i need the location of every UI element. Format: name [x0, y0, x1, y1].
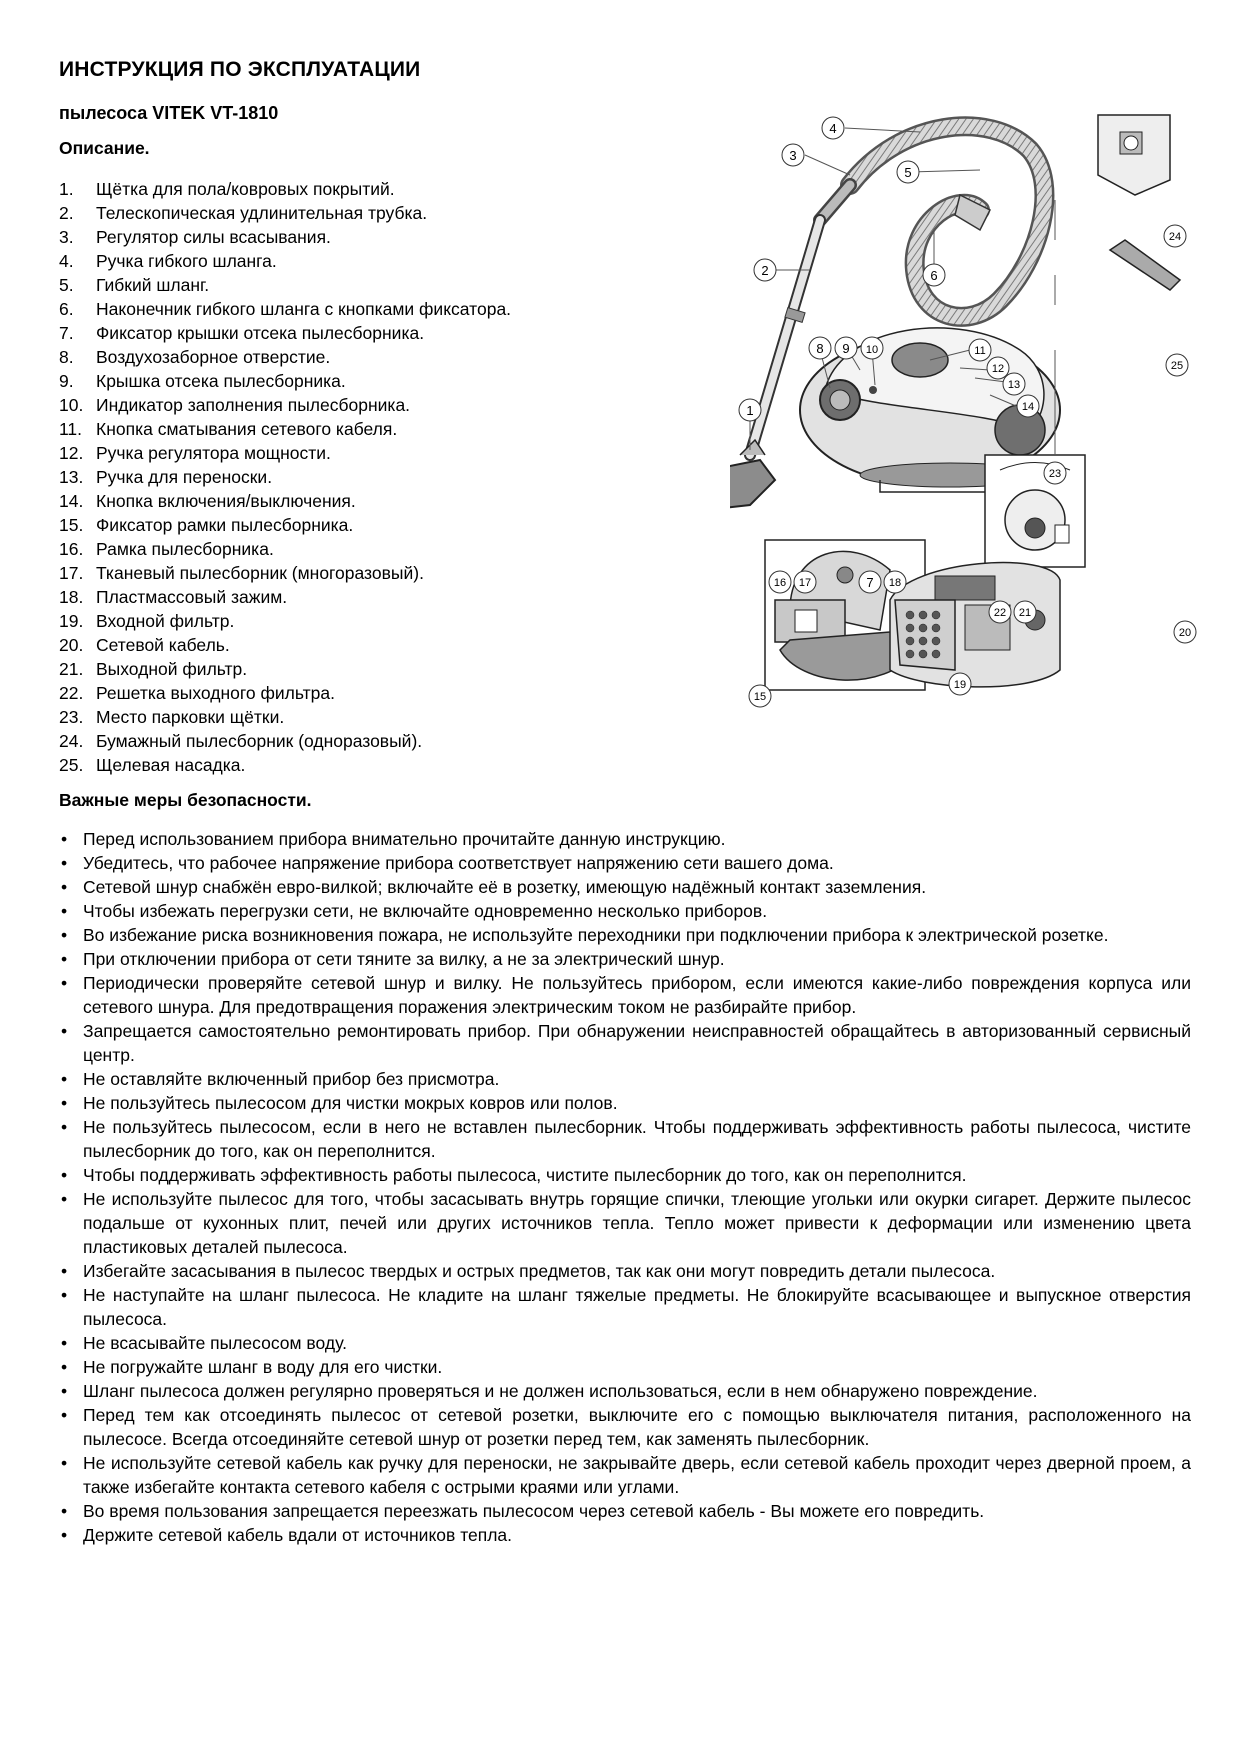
safety-rule	[59, 1091, 1191, 1115]
safety-rule	[59, 1283, 1191, 1331]
safety-rule	[59, 1499, 1191, 1523]
part-list-item	[59, 273, 759, 297]
bullet-marker: •	[61, 853, 68, 873]
safety-rule-text: Держите сетевой кабель вдали от источников тепла.	[83, 1525, 513, 1545]
part-number: 25.	[59, 755, 84, 775]
callout-number: 12	[991, 363, 1005, 375]
bullet-marker: •	[61, 1333, 68, 1353]
part-number: 2.	[59, 203, 74, 223]
callout-18	[884, 571, 906, 593]
callout-3	[782, 144, 804, 166]
safety-rule	[59, 851, 1191, 875]
callout-number: 3	[789, 148, 797, 163]
callout-number: 6	[930, 268, 938, 283]
part-label: Кнопка сматывания сетевого кабеля.	[96, 419, 398, 439]
safety-rule-text: Чтобы избежать перегрузки сети, не включайте одновременно несколько приборов.	[83, 901, 768, 921]
safety-rule	[59, 947, 1191, 971]
part-list-item	[59, 513, 759, 537]
bullet-marker: •	[61, 1189, 68, 1209]
bullet-marker: •	[61, 925, 68, 945]
part-number: 20.	[59, 635, 84, 655]
safety-rule-text: Чтобы поддерживать эффективность работы пылесоса, чистите пылесборник до того, как он переполнится.	[83, 1165, 967, 1185]
part-number: 16.	[59, 539, 84, 559]
part-list-item	[59, 393, 759, 417]
safety-rule	[59, 923, 1191, 947]
callout-number: 18	[888, 577, 902, 589]
part-list-item	[59, 489, 759, 513]
callout-number: 19	[953, 679, 967, 691]
part-label: Входной фильтр.	[96, 611, 235, 631]
part-number: 17.	[59, 563, 84, 583]
part-label: Щётка для пола/ковровых покрытий.	[96, 179, 395, 199]
bullet-marker: •	[61, 901, 68, 921]
description-heading: Описание.	[59, 138, 150, 158]
callout-number: 17	[798, 577, 812, 589]
part-list-item	[59, 681, 759, 705]
part-list-item	[59, 441, 759, 465]
bullet-marker: •	[61, 1285, 68, 1305]
part-number: 24.	[59, 731, 84, 751]
part-list-item	[59, 369, 759, 393]
bullet-marker: •	[61, 829, 68, 849]
callout-5	[897, 161, 919, 183]
safety-rule	[59, 1163, 1191, 1187]
bullet-marker: •	[61, 1165, 68, 1185]
part-list-item	[59, 753, 759, 777]
callout-number: 15	[753, 691, 767, 703]
callout-number: 16	[773, 577, 787, 589]
callout-14	[1017, 395, 1039, 417]
part-label: Телескопическая удлинительная трубка.	[96, 203, 428, 223]
callout-number: 25	[1170, 360, 1184, 372]
callout-10	[861, 337, 883, 359]
safety-rule-text: Избегайте засасывания в пылесос твердых и острых предметов, так как они могут повредить детали пылесоса.	[83, 1261, 996, 1281]
callout-7	[859, 571, 881, 593]
bullet-marker: •	[61, 1525, 68, 1545]
safety-rule	[59, 1403, 1191, 1451]
part-list-item	[59, 417, 759, 441]
part-list-item	[59, 609, 759, 633]
safety-rule-text: Не используйте пылесос для того, чтобы засасывать внутрь горящие спички, тлеющие угольки или окурки сигарет. Держите пылесос подальше от кухонных плит, печей или других источников тепла. Тепло может привести к деформации или изменению цвета пластиковых деталей пылесоса.	[83, 1189, 1191, 1257]
safety-rule-text: Перед тем как отсоединять пылесос от сетевой розетки, выключите его с помощью выключателя питания, расположенного на пылесосе. Всегда отсоединяйте сетевой шнур от розетки перед тем, как заменять пылесборник.	[83, 1405, 1191, 1449]
part-label: Пластмассовый зажим.	[96, 587, 288, 607]
callout-11	[969, 339, 991, 361]
safety-rule	[59, 1115, 1191, 1163]
callout-13	[1003, 373, 1025, 395]
document-title: ИНСТРУКЦИЯ ПО ЭКСПЛУАТАЦИИ	[59, 58, 421, 81]
callout-24	[1164, 225, 1186, 247]
safety-rule-text: Во избежание риска возникновения пожара, не используйте переходники при подключении прибора к электрической розетке.	[83, 925, 1109, 945]
part-number: 9.	[59, 371, 74, 391]
callout-number: 24	[1168, 231, 1182, 243]
callout-number: 4	[829, 121, 837, 136]
bullet-marker: •	[61, 1501, 68, 1521]
safety-rule-text: При отключении прибора от сети тяните за вилку, а не за электрический шнур.	[83, 949, 725, 969]
bullet-marker: •	[61, 1357, 68, 1377]
safety-rule-text: Перед использованием прибора внимательно прочитайте данную инструкцию.	[83, 829, 726, 849]
rear-filter-detail	[890, 563, 1060, 687]
safety-rule-text: Не используйте сетевой кабель как ручку для переноски, не закрывайте дверь, если сетевой кабель проходит через дверной проем, а также избегайте контакта сетевого кабеля с острыми краями или углами.	[83, 1453, 1191, 1497]
part-number: 22.	[59, 683, 84, 703]
callout-6	[923, 264, 945, 286]
crevice-tool-illustration	[1110, 240, 1180, 290]
part-number: 21.	[59, 659, 84, 679]
callout-number: 5	[904, 165, 912, 180]
part-label: Решетка выходного фильтра.	[96, 683, 335, 703]
safety-rule	[59, 827, 1191, 851]
callout-25	[1166, 354, 1188, 376]
safety-rule	[59, 899, 1191, 923]
safety-rule	[59, 1259, 1191, 1283]
brush-illustration	[730, 460, 775, 510]
safety-rule-text: Во время пользования запрещается переезжать пылесосом через сетевой кабель - Вы можете его повредить.	[83, 1501, 985, 1521]
callout-20	[1174, 621, 1196, 643]
callout-number: 20	[1178, 627, 1192, 639]
part-label: Выходной фильтр.	[96, 659, 248, 679]
bullet-marker: •	[61, 1405, 68, 1425]
safety-rule	[59, 1379, 1191, 1403]
safety-rule	[59, 1187, 1191, 1259]
part-label: Фиксатор крышки отсека пылесборника.	[96, 323, 425, 343]
part-number: 18.	[59, 587, 84, 607]
part-label: Воздухозаборное отверстие.	[96, 347, 331, 367]
safety-rule-text: Не пользуйтесь пылесосом для чистки мокрых ковров или полов.	[83, 1093, 618, 1113]
part-number: 15.	[59, 515, 84, 535]
part-number: 6.	[59, 299, 74, 319]
part-number: 10.	[59, 395, 84, 415]
bullet-marker: •	[61, 877, 68, 897]
part-label: Рамка пылесборника.	[96, 539, 274, 559]
callout-number: 1	[746, 403, 754, 418]
callout-number: 2	[761, 263, 769, 278]
callout-21	[1014, 601, 1036, 623]
brush-parking-detail	[985, 455, 1085, 567]
part-list-item	[59, 561, 759, 585]
safety-rule-text: Сетевой шнур снабжён евро-вилкой; включайте её в розетку, имеющую надёжный контакт заземления.	[83, 877, 927, 897]
part-list-item	[59, 537, 759, 561]
part-list-item	[59, 657, 759, 681]
part-list-item	[59, 321, 759, 345]
callout-number: 23	[1048, 468, 1062, 480]
callout-number: 21	[1018, 607, 1032, 619]
parts-list	[59, 177, 759, 777]
part-number: 11.	[59, 419, 83, 439]
part-number: 3.	[59, 227, 74, 247]
part-label: Ручка для переноски.	[96, 467, 273, 487]
safety-rule-text: Запрещается самостоятельно ремонтировать прибор. При обнаружении неисправностей обращайтесь в авторизованный сервисный центр.	[83, 1021, 1191, 1065]
part-list-item	[59, 177, 759, 201]
bullet-marker: •	[61, 1453, 68, 1473]
callout-9	[835, 337, 857, 359]
safety-rule	[59, 1451, 1191, 1499]
callout-number: 13	[1007, 379, 1021, 391]
bullet-marker: •	[61, 1093, 68, 1113]
part-label: Щелевая насадка.	[96, 755, 246, 775]
part-label: Сетевой кабель.	[96, 635, 230, 655]
part-number: 13.	[59, 467, 84, 487]
callout-22	[989, 601, 1011, 623]
bullet-marker: •	[61, 1261, 68, 1281]
safety-rule-text: Не всасывайте пылесосом воду.	[83, 1333, 347, 1353]
safety-rule-text: Шланг пылесоса должен регулярно проверяться и не должен использоваться, если в нем обнаружено повреждение.	[83, 1381, 1038, 1401]
part-label: Бумажный пылесборник (одноразовый).	[96, 731, 423, 751]
part-list-item	[59, 345, 759, 369]
safety-rule	[59, 1523, 1191, 1547]
bullet-marker: •	[61, 1381, 68, 1401]
part-list-item	[59, 465, 759, 489]
safety-rule	[59, 1019, 1191, 1067]
part-number: 14.	[59, 491, 84, 511]
callout-12	[987, 357, 1009, 379]
part-list-item	[59, 705, 759, 729]
safety-rule	[59, 1331, 1191, 1355]
part-label: Гибкий шланг.	[96, 275, 210, 295]
callout-16	[769, 571, 791, 593]
callout-17	[794, 571, 816, 593]
safety-rule-text: Не погружайте шланг в воду для его чистки.	[83, 1357, 443, 1377]
callout-number: 7	[866, 575, 874, 590]
callout-2	[754, 259, 776, 281]
bullet-marker: •	[61, 1069, 68, 1089]
part-number: 12.	[59, 443, 84, 463]
bullet-marker: •	[61, 1117, 68, 1137]
part-label: Кнопка включения/выключения.	[96, 491, 356, 511]
safety-rule-text: Не наступайте на шланг пылесоса. Не кладите на шланг тяжелые предметы. Не блокируйте всасывающее и выпускное отверстия пылесоса.	[83, 1285, 1191, 1329]
part-list-item	[59, 585, 759, 609]
part-label: Крышка отсека пылесборника.	[96, 371, 346, 391]
safety-rule-text: Не пользуйтесь пылесосом, если в него не вставлен пылесборник. Чтобы поддерживать эффективность работы пылесоса, чистите пылесборник до того, как он переполнится.	[83, 1117, 1191, 1161]
callout-number: 11	[974, 345, 986, 357]
callout-1	[739, 399, 761, 421]
vacuum-diagram	[730, 110, 1210, 780]
document-subtitle: пылесоса VITEK VT-1810	[59, 103, 279, 123]
safety-rules-list	[59, 827, 1191, 1547]
callout-number: 14	[1021, 401, 1035, 413]
part-list-item	[59, 729, 759, 753]
safety-rule	[59, 1067, 1191, 1091]
callout-23	[1044, 462, 1066, 484]
part-list-item	[59, 201, 759, 225]
part-list-item	[59, 225, 759, 249]
bullet-marker: •	[61, 1021, 68, 1041]
part-label: Ручка регулятора мощности.	[96, 443, 331, 463]
part-number: 7.	[59, 323, 74, 343]
safety-rule-text: Периодически проверяйте сетевой шнур и вилку. Не пользуйтесь прибором, если имеются какие-либо повреждения корпуса или сетевого шнура. Для предотвращения поражения электрическим током не разбирайте прибор.	[83, 973, 1191, 1017]
callout-number: 9	[842, 341, 850, 356]
callout-number: 10	[865, 344, 879, 356]
safety-rule	[59, 971, 1191, 1019]
safety-heading: Важные меры безопасности.	[59, 790, 312, 810]
callout-8	[809, 337, 831, 359]
part-number: 1.	[59, 179, 74, 199]
part-label: Тканевый пылесборник (многоразовый).	[96, 563, 424, 583]
part-number: 5.	[59, 275, 74, 295]
part-number: 4.	[59, 251, 74, 271]
safety-rule	[59, 1355, 1191, 1379]
callout-number: 8	[816, 341, 824, 356]
part-label: Индикатор заполнения пылесборника.	[96, 395, 411, 415]
bullet-marker: •	[61, 949, 68, 969]
part-number: 23.	[59, 707, 84, 727]
safety-rule-text: Убедитесь, что рабочее напряжение прибора соответствует напряжению сети вашего дома.	[83, 853, 834, 873]
callout-19	[949, 673, 971, 695]
part-label: Место парковки щётки.	[96, 707, 285, 727]
safety-rule-text: Не оставляйте включенный прибор без присмотра.	[83, 1069, 500, 1089]
callout-15	[749, 685, 771, 707]
part-label: Регулятор силы всасывания.	[96, 227, 331, 247]
part-label: Ручка гибкого шланга.	[96, 251, 277, 271]
part-label: Наконечник гибкого шланга с кнопками фиксатора.	[96, 299, 512, 319]
part-list-item	[59, 249, 759, 273]
callout-number: 22	[993, 607, 1007, 619]
part-number: 8.	[59, 347, 74, 367]
paper-bag-illustration	[1098, 115, 1170, 195]
part-label: Фиксатор рамки пылесборника.	[96, 515, 354, 535]
part-list-item	[59, 633, 759, 657]
bullet-marker: •	[61, 973, 68, 993]
safety-rule	[59, 875, 1191, 899]
callout-4	[822, 117, 844, 139]
part-number: 19.	[59, 611, 84, 631]
part-list-item	[59, 297, 759, 321]
